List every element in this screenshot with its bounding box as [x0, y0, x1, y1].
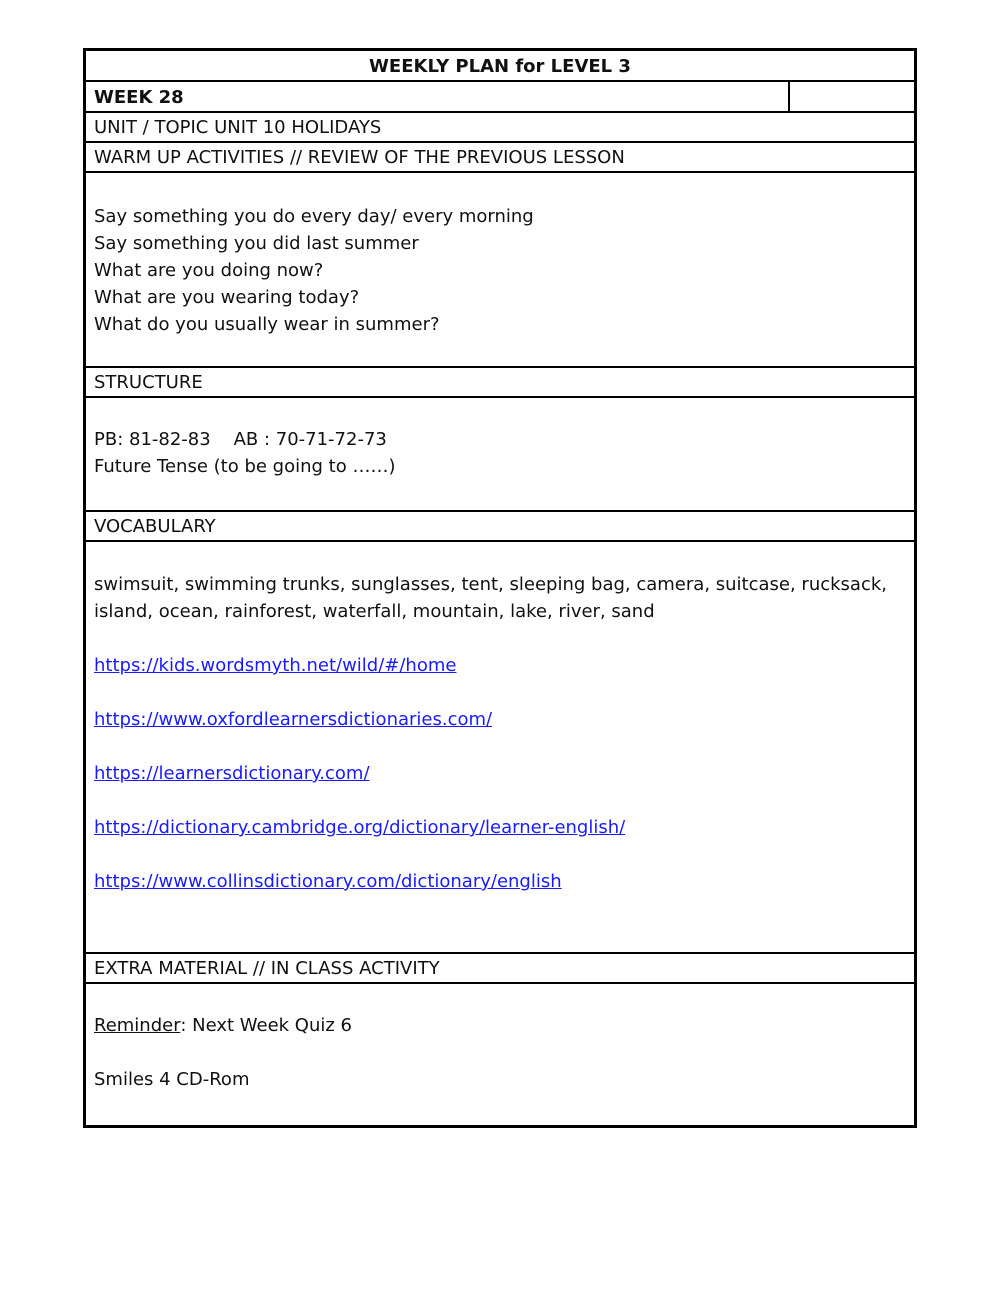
vocabulary-content [86, 542, 914, 954]
warmup-line: What do you usually wear in summer? [94, 314, 440, 335]
vocabulary-words-line-1: swimsuit, swimming trunks, sunglasses, tent, sleeping bag, camera, suitcase, rucksack, [94, 574, 888, 595]
vocabulary-heading: VOCABULARY [86, 512, 914, 542]
warmup-content [86, 173, 914, 368]
reminder-text: : Next Week Quiz 6 [180, 1015, 352, 1036]
link-wordsmyth[interactable]: https://kids.wordsmyth.net/wild/#/home [94, 655, 457, 676]
structure-heading: STRUCTURE [86, 368, 914, 398]
spacer [94, 1039, 906, 1066]
link-learners-dictionary[interactable]: https://learnersdictionary.com/ [94, 763, 370, 784]
structure-pages: PB: 81-82-83 AB : 70-71-72-73 [94, 429, 387, 450]
warmup-heading: WARM UP ACTIVITIES // REVIEW OF THE PREVIOUS LESSON [86, 143, 914, 173]
link-cambridge[interactable]: https://dictionary.cambridge.org/dictionary/learner-english/ [94, 817, 626, 838]
link-collins[interactable]: https://www.collinsdictionary.com/dictionary/english [94, 871, 562, 892]
resource-line: Smiles 4 CD-Rom [94, 1069, 250, 1090]
structure-grammar: Future Tense (to be going to ……) [94, 456, 396, 477]
warmup-line: What are you doing now? [94, 260, 324, 281]
reminder-line [94, 1012, 906, 1039]
week-row [86, 82, 914, 113]
plan-title: WEEKLY PLAN for LEVEL 3 [86, 51, 914, 82]
extra-heading: EXTRA MATERIAL // IN CLASS ACTIVITY [86, 954, 914, 984]
weekly-plan-table [83, 48, 917, 1128]
vocabulary-words-line-2: island, ocean, rainforest, waterfall, mountain, lake, river, sand [94, 601, 655, 622]
week-label: WEEK 28 [86, 82, 790, 111]
extra-content [86, 984, 914, 1125]
link-oxford-learners[interactable]: https://www.oxfordlearnersdictionaries.com/ [94, 709, 493, 730]
structure-content [86, 398, 914, 512]
warmup-line: What are you wearing today? [94, 287, 360, 308]
unit-topic: UNIT / TOPIC UNIT 10 HOLIDAYS [86, 113, 914, 143]
warmup-line: Say something you did last summer [94, 233, 419, 254]
warmup-line: Say something you do every day/ every morning [94, 206, 534, 227]
reminder-label: Reminder [94, 1015, 181, 1036]
week-extra-cell [790, 82, 914, 111]
